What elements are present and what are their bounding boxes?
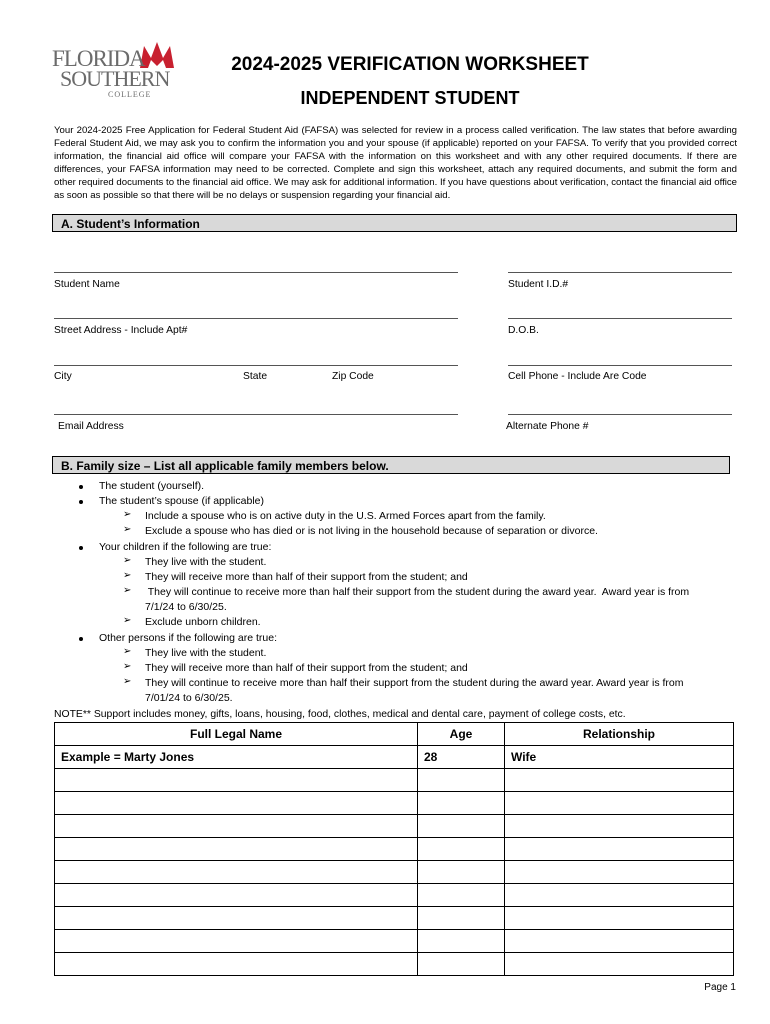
- family-members-table: [54, 722, 734, 976]
- bullet-student: The student (yourself).: [99, 480, 205, 492]
- others-support: They will receive more than half of their support from the student; and: [145, 662, 468, 674]
- name-cell[interactable]: [55, 884, 418, 907]
- logo-text-southern: SOUTHERN: [60, 66, 170, 91]
- relationship-cell[interactable]: [505, 838, 734, 861]
- arrow-bullet-icon: ➢: [123, 646, 132, 657]
- example-age: 28: [418, 746, 505, 769]
- relationship-cell[interactable]: [505, 953, 734, 976]
- age-cell[interactable]: [418, 930, 505, 953]
- table-row: [55, 792, 734, 815]
- age-cell[interactable]: [418, 792, 505, 815]
- relationship-cell[interactable]: [505, 930, 734, 953]
- city-label: City: [54, 371, 72, 382]
- alternate-phone-label: Alternate Phone #: [506, 421, 589, 432]
- section-b-heading: B. Family size – List all applicable family members below.: [52, 456, 730, 474]
- table-row: [55, 815, 734, 838]
- cell-phone-label: Cell Phone - Include Are Code: [508, 371, 647, 382]
- alternate-phone-field[interactable]: [508, 414, 732, 415]
- bullet-icon: [79, 546, 83, 550]
- header-relationship: Relationship: [505, 723, 734, 746]
- spouse-include: Include a spouse who is on active duty in the U.S. Armed Forces apart from the family.: [145, 510, 546, 522]
- zip-label: Zip Code: [332, 371, 374, 382]
- student-id-label: Student I.D.#: [508, 279, 569, 290]
- children-exclude-unborn: Exclude unborn children.: [145, 616, 261, 628]
- example-relationship: Wife: [505, 746, 734, 769]
- email-field[interactable]: [54, 414, 458, 415]
- name-cell[interactable]: [55, 815, 418, 838]
- support-note: NOTE** Support includes money, gifts, loans, housing, food, clothes, medical and dental care, payment of college costs, etc.: [54, 709, 626, 720]
- arrow-bullet-icon: ➢: [123, 661, 132, 672]
- age-cell[interactable]: [418, 815, 505, 838]
- logo-text-florida: FLORIDA: [52, 46, 145, 71]
- header-age: Age: [418, 723, 505, 746]
- name-cell[interactable]: [55, 861, 418, 884]
- header-full-legal-name: Full Legal Name: [55, 723, 418, 746]
- children-support: They will receive more than half of their support from the student; and: [145, 571, 468, 583]
- age-cell[interactable]: [418, 838, 505, 861]
- age-cell[interactable]: [418, 769, 505, 792]
- others-live: They live with the student.: [145, 647, 267, 659]
- spouse-exclude: Exclude a spouse who has died or is not living in the household because of separation or divorce.: [145, 525, 598, 537]
- table-row: [55, 769, 734, 792]
- arrow-bullet-icon: ➢: [123, 615, 132, 626]
- street-address-field[interactable]: [54, 318, 458, 319]
- student-name-field[interactable]: [54, 272, 458, 273]
- page-number: Page 1: [704, 982, 736, 993]
- arrow-bullet-icon: ➢: [123, 524, 132, 535]
- name-cell[interactable]: [55, 907, 418, 930]
- student-id-field[interactable]: [508, 272, 732, 273]
- table-header-row: [55, 723, 734, 746]
- street-address-label: Street Address - Include Apt#: [54, 325, 188, 336]
- worksheet-title: 2024-2025 VERIFICATION WORKSHEET: [231, 54, 589, 75]
- bullet-icon: [79, 637, 83, 641]
- arrow-bullet-icon: ➢: [123, 570, 132, 581]
- college-logo: [52, 40, 178, 104]
- age-cell[interactable]: [418, 953, 505, 976]
- example-name: Example = Marty Jones: [55, 746, 418, 769]
- student-name-label: Student Name: [54, 279, 120, 290]
- arrow-bullet-icon: ➢: [123, 676, 132, 687]
- table-row: [55, 907, 734, 930]
- dob-label: D.O.B.: [508, 325, 539, 336]
- relationship-cell[interactable]: [505, 769, 734, 792]
- name-cell[interactable]: [55, 769, 418, 792]
- name-cell[interactable]: [55, 838, 418, 861]
- arrow-bullet-icon: ➢: [123, 585, 132, 596]
- bullet-spouse: The student’s spouse (if applicable): [99, 495, 264, 507]
- bullet-other-persons: Other persons if the following are true:: [99, 632, 278, 644]
- cell-phone-field[interactable]: [508, 365, 732, 366]
- relationship-cell[interactable]: [505, 884, 734, 907]
- table-row: [55, 953, 734, 976]
- logo-text-college: COLLEGE: [108, 90, 152, 99]
- children-award-year: 7/1/24 to 6/30/25.: [145, 601, 227, 613]
- name-cell[interactable]: [55, 792, 418, 815]
- email-label: Email Address: [58, 421, 124, 432]
- table-row: [55, 838, 734, 861]
- name-cell[interactable]: [55, 953, 418, 976]
- others-award-year: 7/01/24 to 6/30/25.: [145, 692, 233, 704]
- table-row-example: [55, 746, 734, 769]
- children-continue: They will continue to receive more than half their support from the student during the award year. Award year is from: [145, 586, 690, 598]
- age-cell[interactable]: [418, 907, 505, 930]
- dob-field[interactable]: [508, 318, 732, 319]
- others-continue: They will continue to receive more than half their support from the student during the award year. Award year is from: [145, 677, 684, 689]
- relationship-cell[interactable]: [505, 815, 734, 838]
- relationship-cell[interactable]: [505, 907, 734, 930]
- bullet-children: Your children if the following are true:: [99, 541, 272, 553]
- state-label: State: [243, 371, 268, 382]
- table-row: [55, 884, 734, 907]
- age-cell[interactable]: [418, 884, 505, 907]
- arrow-bullet-icon: ➢: [123, 509, 132, 520]
- table-row: [55, 861, 734, 884]
- relationship-cell[interactable]: [505, 792, 734, 815]
- worksheet-subtitle: INDEPENDENT STUDENT: [300, 88, 520, 108]
- relationship-cell[interactable]: [505, 861, 734, 884]
- bullet-icon: [79, 500, 83, 504]
- city-state-zip-field[interactable]: [54, 365, 458, 366]
- bullet-icon: [79, 485, 83, 489]
- age-cell[interactable]: [418, 861, 505, 884]
- section-a-heading: A. Student’s Information: [52, 214, 737, 232]
- intro-paragraph: Your 2024-2025 Free Application for Federal Student Aid (FAFSA) was selected for review in a process called verification. The law states that before awarding Federal Student Aid, we may ask you to confirm the information you and your spouse (if applicable) reported on your FAFSA. To verify that you provided correct information, the financial aid office will compare your FAFSA with the information on this worksheet and with any other required documents. If there are differences, your FAFSA information may need to be corrected. Complete and sign this worksheet, attach any required documents, and submit the form and other required documents to the financial aid office. We may ask for additional information. If you have questions about verification, contact the financial aid office as soon as possible so that there will be no delays or suspension regarding your financial aid.: [54, 125, 737, 202]
- table-row: [55, 930, 734, 953]
- children-live: They live with the student.: [145, 556, 267, 568]
- arrow-bullet-icon: ➢: [123, 555, 132, 566]
- name-cell[interactable]: [55, 930, 418, 953]
